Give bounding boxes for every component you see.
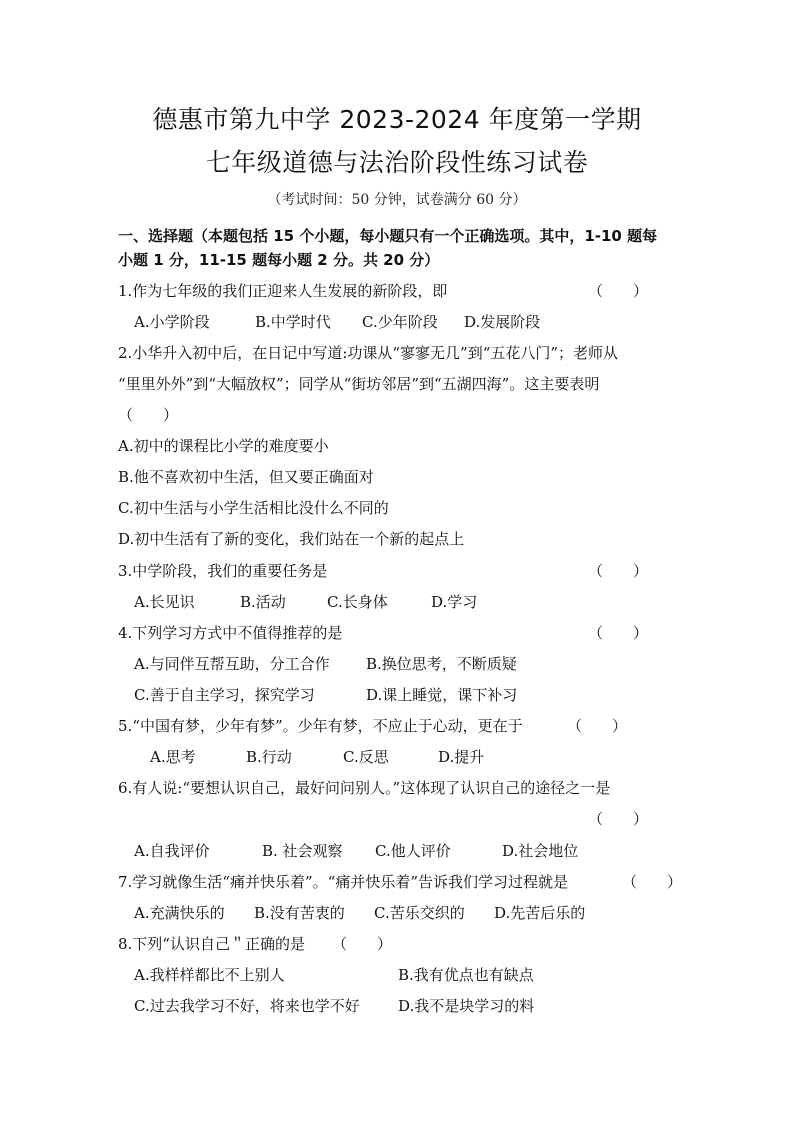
question-3-option-b: B.活动 bbox=[240, 593, 286, 611]
question-5-option-c: C.反思 bbox=[343, 748, 389, 766]
question-2-answer-blank: （ ） bbox=[118, 406, 179, 424]
exam-title-line2: 七年级道德与法治阶段性练习试卷 bbox=[205, 148, 589, 177]
question-6-option-a: A.自我评价 bbox=[134, 842, 210, 860]
question-8-answer-blank: （ ） bbox=[332, 935, 393, 953]
question-7-answer-blank: （ ） bbox=[622, 873, 683, 891]
exam-title-line1: 德惠市第九中学 2023-2024 年度第一学期 bbox=[152, 105, 642, 134]
question-6-option-c: C.他人评价 bbox=[375, 842, 451, 860]
question-5-option-a: A.思考 bbox=[150, 748, 196, 766]
question-6-option-d: D.社会地位 bbox=[502, 842, 579, 860]
question-7-stem: 7.学习就像生活“痛并快乐着”。“痛并快乐着”告诉我们学习过程就是 bbox=[118, 873, 568, 891]
question-5-stem: 5.“中国有梦，少年有梦”。少年有梦，不应止于心动，更在于 bbox=[118, 717, 523, 735]
question-6-option-b: B. 社会观察 bbox=[262, 842, 343, 860]
question-2-stem-line1: 2.小华升入初中后，在日记中写道:功课从“寥寥无几”到“五花八门”；老师从 bbox=[118, 344, 619, 362]
question-7-option-d: D.先苦后乐的 bbox=[494, 904, 586, 922]
question-1-option-a: A.小学阶段 bbox=[134, 313, 210, 331]
question-1-option-b: B.中学时代 bbox=[255, 313, 331, 331]
question-5-option-b: B.行动 bbox=[246, 748, 292, 766]
question-8-option-d: D.我不是块学习的料 bbox=[398, 997, 535, 1015]
question-7-option-c: C.苦乐交织的 bbox=[374, 904, 465, 922]
question-1-answer-blank: （ ） bbox=[588, 282, 649, 300]
question-7-option-b: B.没有苦衷的 bbox=[254, 904, 345, 922]
question-5-option-d: D.提升 bbox=[438, 748, 485, 766]
question-4-option-b: B.换位思考，不断质疑 bbox=[366, 655, 517, 673]
question-2-option-b: B.他不喜欢初中生活，但又要正确面对 bbox=[118, 468, 374, 486]
question-3-option-a: A.长见识 bbox=[134, 593, 195, 611]
question-2-option-a: A.初中的课程比小学的难度要小 bbox=[118, 437, 329, 455]
section-heading-line1: 一、选择题（本题包括 15 个小题，每小题只有一个正确选项。其中，1-10 题每 bbox=[118, 227, 658, 245]
question-5-answer-blank: （ ） bbox=[567, 717, 628, 735]
question-6-stem: 6.有人说:“要想认识自己，最好问问别人。”这体现了认识自己的途径之一是 bbox=[118, 779, 611, 797]
question-1-option-c: C.少年阶段 bbox=[362, 313, 438, 331]
question-8-option-c: C.过去我学习不好，将来也学不好 bbox=[134, 997, 360, 1015]
question-1-option-d: D.发展阶段 bbox=[464, 313, 541, 331]
question-8-option-a: A.我样样都比不上别人 bbox=[134, 966, 285, 984]
section-heading-line2: 小题 1 分，11-15 题每小题 2 分。共 20 分） bbox=[118, 251, 440, 269]
question-2-stem-line2: “里里外外”到“大幅放权”；同学从“街坊邻居”到“五湖四海”。这主要表明 bbox=[118, 375, 600, 393]
question-8-stem: 8.下列“认识自己＂正确的是 bbox=[118, 935, 305, 953]
question-3-stem: 3.中学阶段，我们的重要任务是 bbox=[118, 562, 328, 580]
question-4-option-a: A.与同伴互帮互助，分工合作 bbox=[134, 655, 330, 673]
question-4-answer-blank: （ ） bbox=[588, 624, 649, 642]
question-4-option-d: D.课上睡觉，课下补习 bbox=[366, 686, 518, 704]
question-3-answer-blank: （ ） bbox=[588, 562, 649, 580]
question-1-stem: 1.作为七年级的我们正迎来人生发展的新阶段，即 bbox=[118, 282, 448, 300]
exam-time-note: （考试时间：50 分钟，试卷满分 60 分） bbox=[267, 192, 527, 208]
question-8-option-b: B.我有优点也有缺点 bbox=[398, 966, 534, 984]
question-6-answer-blank: （ ） bbox=[588, 810, 649, 828]
question-4-option-c: C.善于自主学习，探究学习 bbox=[134, 686, 315, 704]
question-3-option-d: D.学习 bbox=[431, 593, 478, 611]
question-2-option-d: D.初中生活有了新的变化，我们站在一个新的起点上 bbox=[118, 530, 465, 548]
question-7-option-a: A.充满快乐的 bbox=[134, 904, 225, 922]
question-4-stem: 4.下列学习方式中不值得推荐的是 bbox=[118, 624, 343, 642]
question-3-option-c: C.长身体 bbox=[327, 593, 388, 611]
question-2-option-c: C.初中生活与小学生活相比没什么不同的 bbox=[118, 499, 389, 517]
